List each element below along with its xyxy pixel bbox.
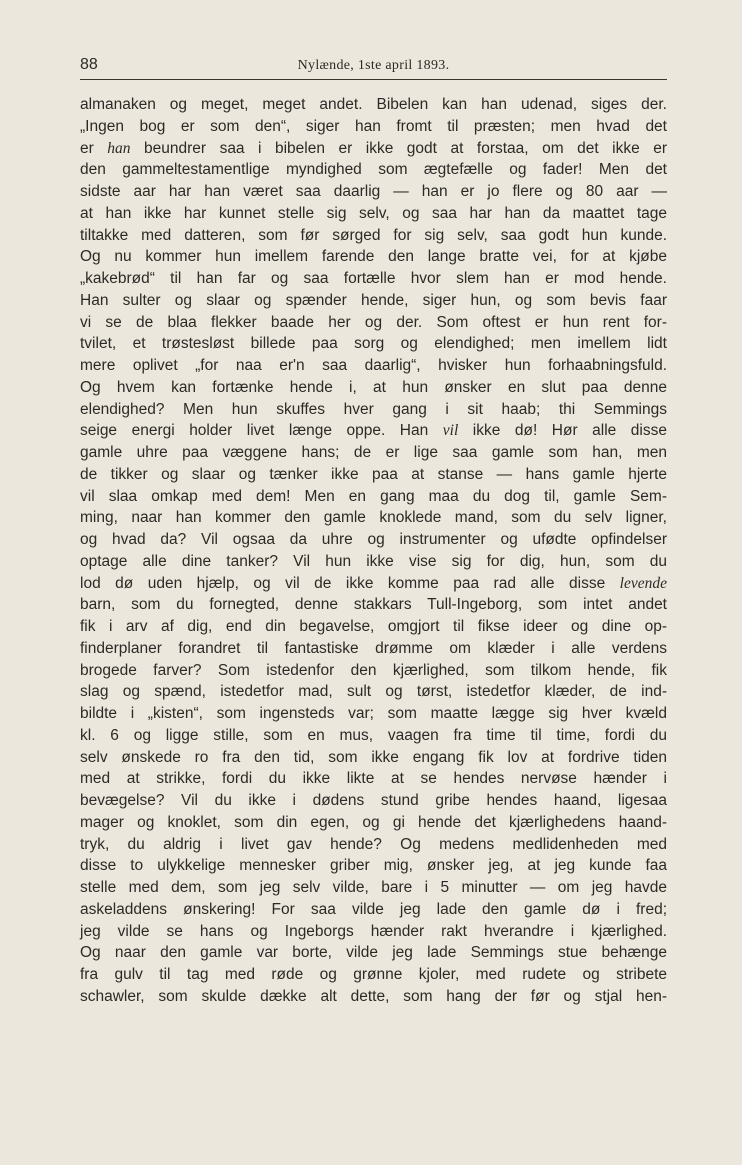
text-line: sidste aar har han været saa daarlig — han er jo flere og 80 aar — [80,183,667,200]
text-line: „Ingen bog er som den“, siger han fromt til præsten; men hvad det [80,117,667,135]
text-line: tryk, du aldrig i livet gav hende? Og medens medlidenheden med [80,835,667,853]
text-line: gamle uhre paa væggene hans; de er lige saa gamle som han, men [80,444,667,461]
text-line [80,420,667,442]
body-text [80,94,667,1008]
text-line: tiltakke med datteren, som før sørged for sig selv, saa godt hun kunde. [80,226,667,244]
text-run: seige energi holder livet længe oppe. Han [80,422,443,440]
text-line: med at strikke, fordi du ikke likte at se hendes nervøse hænder i [80,770,667,788]
text-line: selv ønskede ro fra den tid, som ikke engang fik lov at fordrive tiden [80,748,667,766]
text-run: lod dø uden hjælp, og vil de ikke komme paa rad alle disse [80,574,620,592]
text-run: beundrer saa i bibelen er ikke godt at forstaa, om det ikke er [130,139,667,157]
text-line [80,573,667,595]
text-line: tvilet, et trøstesløst billede paa sorg og elendighed; men imellem lidt [80,335,667,353]
text-line: ming, naar han kommer den gamle knoklede mand, som du selv ligner, [80,509,667,527]
text-line: Og nu kommer hun imellem farende den lange bratte vei, for at kjøbe [80,248,667,266]
text-line: vil slaa omkap med dem! Men en gang maa du dog til, gamle Sem- [80,487,667,505]
text-line: Han sulter og slaar og spænder hende, siger hun, og som bevis faar [80,291,667,309]
text-line: stelle med dem, som jeg selv vilde, bare i 5 minutter — om jeg havde [80,879,667,896]
text-line: disse to ulykkelige mennesker griber mig, ønsker jeg, at jeg kunde faa [80,857,667,875]
text-line: at han ikke har kunnet stelle sig selv, og saa har han da maattet tage [80,204,667,222]
text-run: er [80,139,108,157]
page-header [80,56,667,78]
text-line: brogede farver? Som istedenfor den kjærlighed, som tilkom hende, fik [80,661,667,679]
running-head: Nylænde, 1ste april 1893. [297,58,450,73]
text-line: finderplaner forandret til fantastiske drømme om klæder i alle verdens [80,639,667,657]
text-line: jeg vilde se hans og Ingeborgs hænder rakt hverandre i kjærlighed. [80,922,667,940]
text-line [80,138,667,160]
text-line: fik i arv af dig, end din begavelse, omgjort til fikse ideer og dine op- [80,618,667,635]
text-line: „kakebrød“ til han far og saa fortælle hvor slem han er mod hende. [80,270,667,287]
text-line: barn, som du fornegted, denne stakkars Tull-Ingeborg, som intet andet [80,596,667,614]
text-line: bevægelse? Vil du ikke i dødens stund gribe hendes haand, ligesaa [80,792,667,809]
text-run: ikke dø! Hør alle disse [458,422,667,440]
text-line: schawler, som skulde dække alt dette, som hang der før og stjal hen- [80,987,667,1005]
page-number: 88 [80,56,98,73]
text-line: de tikker og slaar og tænker ikke paa at stanse — hans gamle hjerte [80,465,667,483]
text-line: mere oplivet „for naa er'n saa daarlig“, hvisker hun forhaabningsfuld. [80,357,667,374]
italic-word: han [107,139,131,157]
text-line: vi se de blaa flekker baade her og der. Som oftest er hun rent for- [80,313,667,331]
italic-word: vil [442,422,459,440]
header-rule [80,79,667,80]
text-line: mager og knoklet, som din egen, og gi hende det kjærlighedens haand- [80,813,667,831]
text-line: kl. 6 og ligge stille, som en mus, vaagen fra time til time, fordi du [80,726,667,744]
text-line: optage alle dine tanker? Vil hun ikke vise sig for dig, hun, som du [80,552,667,570]
text-line: slag og spænd, istedetfor mad, sult og tørst, istedetfor klæder, de ind- [80,683,667,701]
text-line: bildte i „kisten“, som ingensteds var; som maatte lægge sig hver kvæld [80,705,667,722]
text-line: Og hvem kan fortænke hende i, at hun ønsker en slut paa denne [80,378,667,396]
text-line: elendighed? Men hun skuffes hver gang i sit haab; thi Semmings [80,400,667,418]
text-line: Og naar den gamle var borte, vilde jeg lade Semmings stue behænge [80,944,667,962]
text-line: og hvad da? Vil ogsaa da uhre og instrumenter og ufødte opfindelser [80,531,667,548]
text-line: askeladdens ønskering! For saa vilde jeg lade den gamle dø i fred; [80,900,667,918]
italic-word: levende [619,574,667,592]
text-line: fra gulv til tag med røde og grønne kjoler, med rudete og stribete [80,966,667,983]
text-line: den gammeltestamentlige myndighed som ægtefælle og fader! Men det [80,161,667,179]
text-line: almanaken og meget, meget andet. Bibelen kan han udenad, siges der. [80,96,667,113]
